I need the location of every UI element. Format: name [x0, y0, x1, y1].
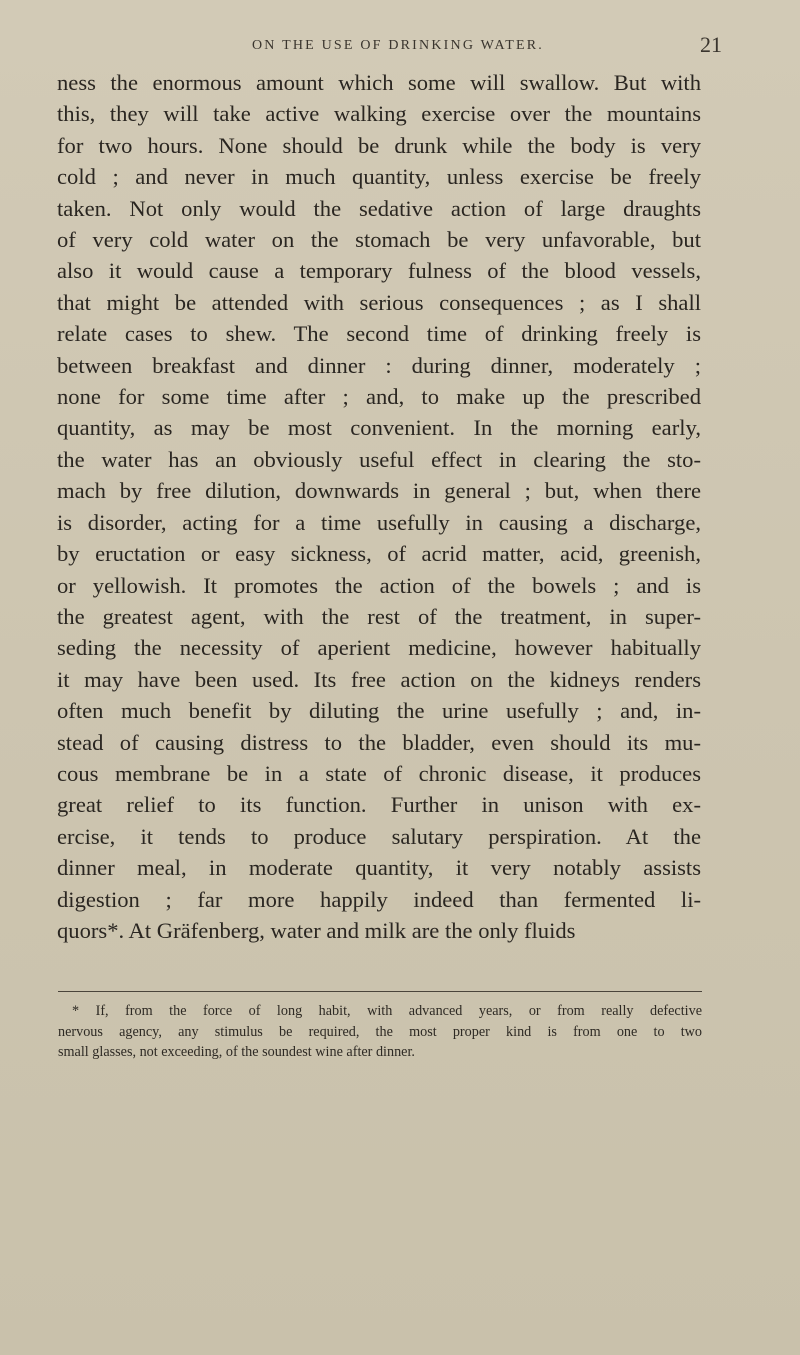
- text-line: between breakfast and dinner : during dinner, moderately ;: [57, 352, 701, 378]
- footnote: [58, 1001, 702, 1063]
- text-line: none for some time after ; and, to make up the prescribed: [57, 384, 701, 410]
- text-line: relate cases to shew. The second time of drinking freely is: [57, 321, 701, 347]
- text-line: quors*. At Gräfenberg, water and milk are the only fluids: [57, 917, 576, 943]
- text-line: often much benefit by diluting the urine usefully ; and, in-: [57, 698, 701, 724]
- running-header: [0, 32, 800, 62]
- text-line: is disorder, acting for a time usefully in causing a discharge,: [57, 509, 701, 535]
- running-title: ON THE USE OF DRINKING WATER.: [252, 38, 544, 53]
- body-text: [57, 67, 701, 946]
- footnote-line: small glasses, not exceeding, of the soundest wine after dinner.: [58, 1044, 415, 1060]
- text-line: of very cold water on the stomach be very unfavorable, but: [57, 227, 701, 253]
- text-line: the greatest agent, with the rest of the treatment, in super-: [57, 603, 701, 629]
- footnote-line: * If, from the force of long habit, with advanced years, or from really defective: [72, 1003, 702, 1019]
- text-line: also it would cause a temporary fulness of the blood vessels,: [57, 258, 701, 284]
- text-line: stead of causing distress to the bladder, even should its mu-: [57, 729, 701, 755]
- text-line: that might be attended with serious consequences ; as I shall: [57, 289, 701, 315]
- footnote-line: nervous agency, any stimulus be required, the most proper kind is from one to two: [58, 1023, 702, 1040]
- text-line: cous membrane be in a state of chronic disease, it produces: [57, 760, 701, 786]
- text-line: dinner meal, in moderate quantity, it very notably assists: [57, 855, 701, 881]
- text-line: seding the necessity of aperient medicine, however habitually: [57, 635, 701, 661]
- text-line: this, they will take active walking exercise over the mountains: [57, 101, 701, 127]
- text-line: it may have been used. Its free action on the kidneys renders: [57, 666, 701, 692]
- text-line: or yellowish. It promotes the action of the bowels ; and is: [57, 572, 701, 598]
- text-line: mach by free dilution, downwards in general ; but, when there: [57, 478, 701, 504]
- footnote-divider: [58, 991, 702, 992]
- text-line: ness the enormous amount which some will swallow. But with: [57, 70, 701, 95]
- text-line: the water has an obviously useful effect in clearing the sto-: [57, 446, 701, 472]
- text-line: great relief to its function. Further in unison with ex-: [57, 792, 701, 818]
- page-number: 21: [700, 32, 722, 57]
- text-line: quantity, as may be most convenient. In the morning early,: [57, 415, 701, 441]
- text-line: ercise, it tends to produce salutary perspiration. At the: [57, 823, 701, 849]
- text-line: for two hours. None should be drunk while the body is very: [57, 132, 701, 158]
- text-line: digestion ; far more happily indeed than fermented li-: [57, 886, 701, 912]
- text-line: taken. Not only would the sedative action of large draughts: [57, 195, 701, 221]
- text-line: by eructation or easy sickness, of acrid matter, acid, greenish,: [57, 541, 701, 567]
- text-line: cold ; and never in much quantity, unless exercise be freely: [57, 164, 701, 190]
